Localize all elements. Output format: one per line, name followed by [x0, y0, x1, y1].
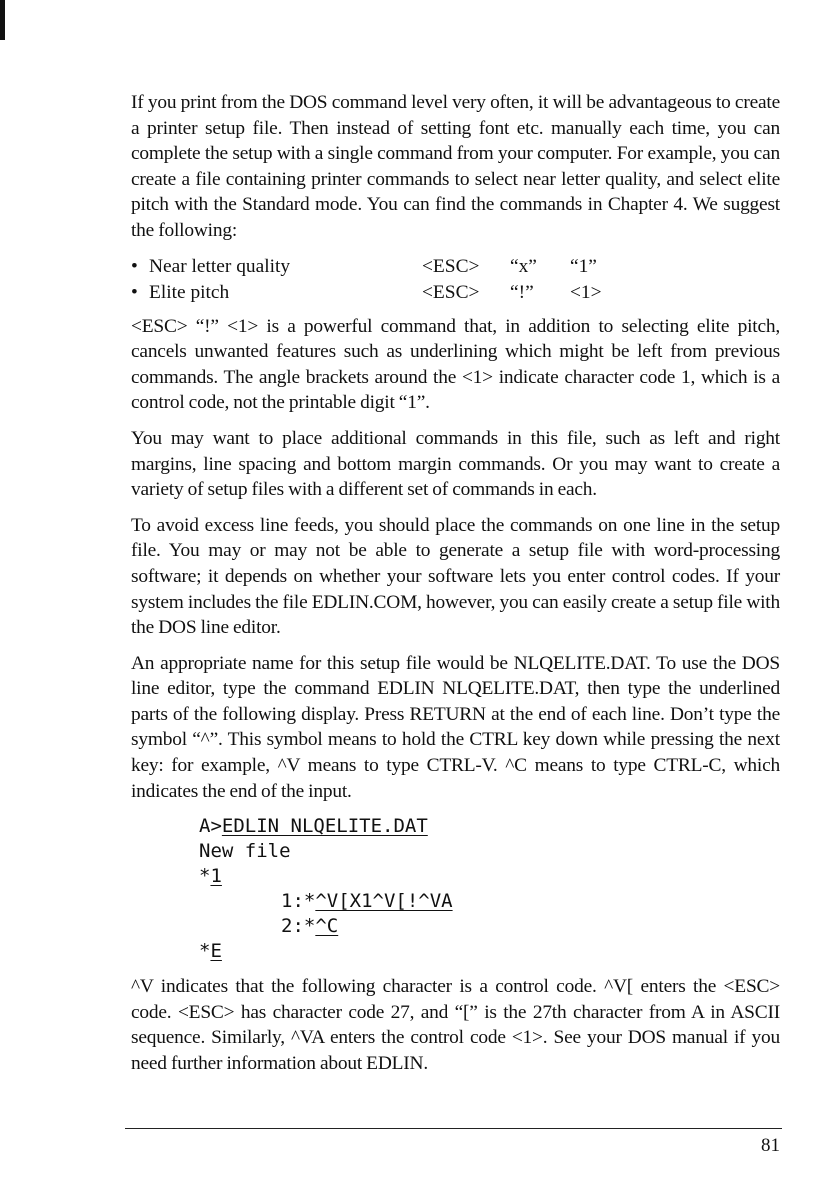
command-list [131, 254, 780, 306]
code-prompt: A> [199, 815, 222, 838]
code-output: New file [199, 840, 291, 863]
footer-rule [125, 1128, 782, 1129]
code-typed-input: E [210, 940, 222, 963]
esc-explanation-paragraph: <ESC> “!” <1> is a powerful command that, in addition to selecting elite pitch, cancels unwanted features such as underlining which might be left from previous commands. The angle brackets around the <1> indicate character code 1, which is a control code, not the printable digit “1”. [131, 315, 780, 414]
code-line [131, 839, 780, 864]
command-arg-1: “!” [510, 281, 534, 303]
command-arg-2: <1> [570, 281, 602, 303]
page-number: 81 [761, 1135, 780, 1156]
scan-edge-mark [0, 0, 5, 40]
code-line [131, 889, 780, 914]
additional-commands-paragraph: You may want to place additional commands in this file, such as left and right margins, line spacing and bottom margin commands. Or you may want to create a variety of setup files with a different set of commands in each. [131, 427, 780, 501]
code-typed-input: 1 [210, 865, 222, 888]
command-arg-2: “1” [570, 255, 597, 277]
edlin-code-display [131, 814, 780, 964]
intro-paragraph: If you print from the DOS command level very often, it will be advantageous to create a printer setup file. Then instead of setting font etc. manually each time, you can complete the setup with a single command from your computer. For example, you can create a file containing printer commands to select near letter quality, and select elite pitch with the Standard mode. You can find the commands in Chapter 4. We suggest the following: [131, 92, 780, 241]
code-line [131, 864, 780, 889]
command-name: Elite pitch [149, 281, 230, 303]
code-typed-input: EDLIN NLQELITE.DAT [221, 815, 428, 838]
command-name: Near letter quality [149, 255, 291, 277]
code-line [131, 814, 780, 839]
list-item [131, 254, 780, 280]
command-esc: <ESC> [422, 281, 480, 303]
command-arg-1: “x” [510, 255, 537, 277]
command-esc: <ESC> [422, 255, 480, 277]
list-item [131, 280, 780, 306]
control-code-paragraph: ^V indicates that the following character is a control code. ^V[ enters the <ESC> code. <ESC> has character code 27, and “[” is the 27th character from A in ASCII sequence. Similarly, ^VA enters the control code <1>. See your DOS manual if you need further information about EDLIN. [131, 976, 780, 1075]
page-body [131, 90, 780, 1087]
code-line [131, 914, 780, 939]
code-prompt: 1:* [281, 890, 316, 913]
code-typed-input: ^V[X1^V[!^VA [315, 890, 453, 913]
edlin-instructions-paragraph: An appropriate name for this setup file would be NLQELITE.DAT. To use the DOS line editor, type the command EDLIN NLQELITE.DAT, then type the underlined parts of the following display. Press RETURN at the end of each line. Don’t type the symbol “^”. This symbol means to hold the CTRL key down while pressing the next key: for example, ^V means to type CTRL-V. ^C means to type CTRL-C, which indicates the end of the input. [131, 652, 780, 802]
code-typed-input: ^C [315, 915, 339, 938]
bullet-icon: • [131, 255, 138, 277]
code-line [131, 939, 780, 964]
line-feeds-paragraph: To avoid excess line feeds, you should place the commands on one line in the setup file. You may or may not be able to generate a setup file with word-processing software; it depends on whether your software lets you enter control codes. If your system includes the file EDLIN.COM, however, you can easily create a setup file with the DOS line editor. [131, 514, 780, 639]
code-prompt: * [199, 940, 211, 963]
code-prompt: 2:* [281, 915, 316, 938]
bullet-icon: • [131, 281, 138, 303]
code-prompt: * [199, 865, 211, 888]
